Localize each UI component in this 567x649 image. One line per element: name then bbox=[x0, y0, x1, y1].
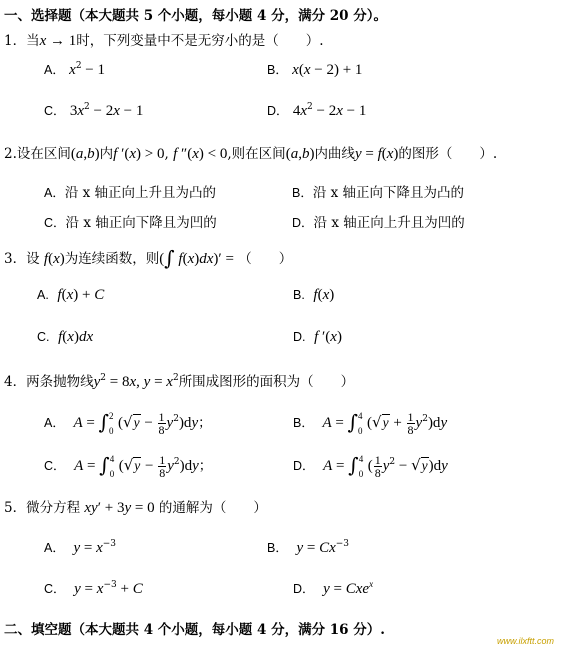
q2-option-c[interactable]: C．沿 x 轴正向下降且为凹的 bbox=[44, 215, 217, 231]
q4-option-d[interactable]: D． A = ∫ 4 0 ( $\frac{1}{8}$ $y^2 - √y)dy$ bbox=[293, 453, 448, 480]
question-5: 5．微分方程 xy′ + 3y = 0 的通解为（ ） bbox=[4, 500, 267, 516]
q5-option-a[interactable]: A． $y = x^{-3}$ bbox=[44, 539, 117, 556]
section-1-title: 一、选择题（本大题共 5 个小题，每小题 4 分，满分 20 分）。 bbox=[4, 8, 388, 24]
q2-option-d[interactable]: D．沿 x 轴正向上升且为凹的 bbox=[292, 215, 465, 231]
question-3-number: 3． bbox=[4, 251, 27, 267]
question-3: 3．设 f(x)为连续函数，则(∫ f(x)dx)′ = （ ） bbox=[4, 246, 293, 270]
question-4: 4．两条抛物线$y^2 = 8x$, $y = x^2$所围成图形的面积为（ ） bbox=[4, 373, 355, 390]
question-1-text-a: 当 bbox=[26, 33, 40, 49]
q2-option-a[interactable]: A．沿 x 轴正向上升且为凸的 bbox=[44, 185, 217, 201]
question-2-number: 2. bbox=[4, 146, 17, 162]
q1-option-b[interactable]: B． x(x − 2) + 1 bbox=[267, 62, 363, 78]
q5-option-c[interactable]: C． $y = x^{-3} + C$ bbox=[44, 580, 143, 597]
q3-option-d[interactable]: D. f ′(x) bbox=[293, 329, 342, 345]
q5-option-d[interactable]: D． y = Cxe$^x$ bbox=[293, 579, 374, 597]
q4-option-b[interactable]: B． A = ∫ 4 0 (√y + $\frac{1}{8}$ $y^2)dy$ bbox=[293, 410, 448, 437]
q3-option-b[interactable]: B. f(x) bbox=[293, 287, 335, 303]
question-1-text-b: 时，下列变量中不是无穷小的是（ ）. bbox=[76, 33, 324, 49]
q1-option-c[interactable]: C． $3x^2 - 2x - 1$ bbox=[44, 102, 144, 119]
q4-option-c[interactable]: C． A = ∫ 4 0 (√y − $\frac{1}{8}$ $y^2)dy$； bbox=[44, 453, 213, 480]
q2-option-b[interactable]: B．沿 x 轴正向下降且为凸的 bbox=[292, 185, 465, 201]
watermark: www.ilxftt.com bbox=[497, 636, 555, 646]
q4-option-a[interactable]: A． A = ∫ 2 0 (√y − $\frac{1}{8}$ $y^2)dy$； bbox=[44, 410, 212, 437]
question-1-number: 1． bbox=[4, 33, 27, 49]
q1-option-d[interactable]: D． $4x^2 - 2x - 1$ bbox=[267, 102, 367, 119]
question-1: 1．当x → 1时，下列变量中不是无穷小的是（ ）. bbox=[4, 33, 324, 49]
q5-option-b[interactable]: B． $y = Cx^{-3}$ bbox=[267, 539, 350, 556]
section-2-title: 二、填空题（本大题共 4 个小题，每小题 4 分，满分 16 分）. bbox=[4, 622, 385, 638]
q3-option-c[interactable]: C. f(x)dx bbox=[37, 329, 94, 345]
question-5-number: 5． bbox=[4, 500, 27, 516]
question-4-number: 4． bbox=[4, 374, 27, 390]
q1-option-a[interactable]: A． $x^2 - 1$ bbox=[44, 61, 106, 78]
question-2: 2.设在区间(a,b)内f ′(x) > 0, f ″(x) < 0,则在区间(a,b)内曲线y = f(x)的图形（ ）. bbox=[4, 146, 498, 162]
q3-option-a[interactable]: A. f(x) + C bbox=[37, 287, 105, 303]
